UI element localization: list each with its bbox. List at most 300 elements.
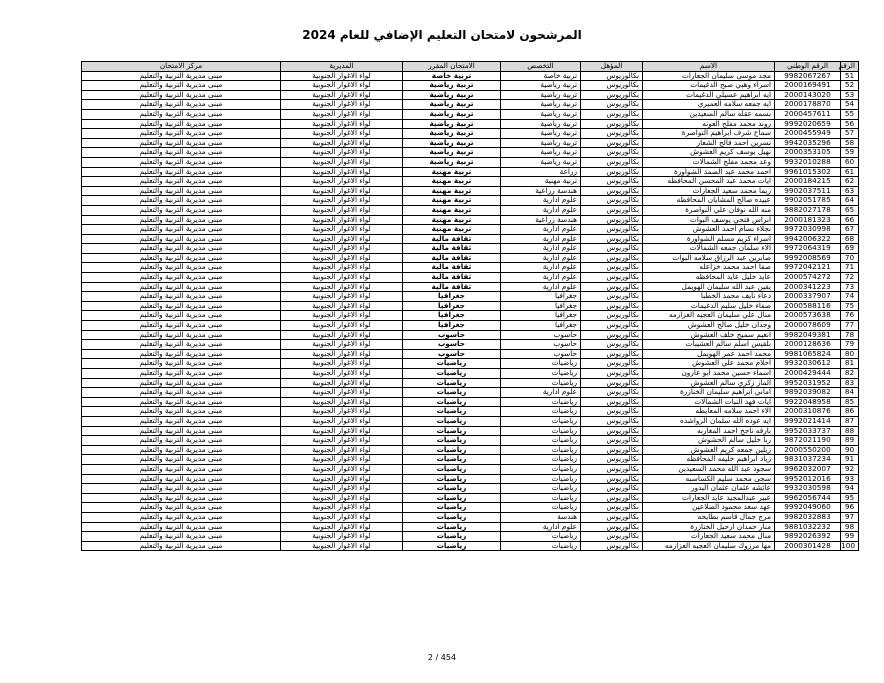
specialization-cell: جغرافيا (501, 301, 581, 311)
specialization-cell: جغرافيا (501, 292, 581, 302)
directorate-cell: لواء الاغوار الجنوبية (281, 119, 403, 129)
exam-center-cell: مبنى مديرية التربية والتعليم (82, 359, 281, 369)
national-id-cell: 9992020659 (775, 119, 841, 129)
candidate-name-cell: الاء سلمان جمعه الشمالات (643, 244, 775, 254)
national-id-cell: 2000353105 (775, 148, 841, 158)
qualification-cell: بكالوريوس (581, 388, 643, 398)
national-id-cell: 9932030598 (775, 484, 841, 494)
exam-center-cell: مبنى مديرية التربية والتعليم (82, 253, 281, 263)
directorate-cell: لواء الاغوار الجنوبية (281, 253, 403, 263)
exam-cell: رياضيات (403, 369, 501, 379)
specialization-cell: رياضيات (501, 436, 581, 446)
candidate-name-cell: اماني ابراهيم سليمان الخنازرة (643, 388, 775, 398)
directorate-cell: لواء الاغوار الجنوبية (281, 71, 403, 81)
exam-cell: تربية رياضية (403, 138, 501, 148)
exam-cell: تربية رياضية (403, 157, 501, 167)
candidate-name-cell: روند محمد مفلح العونه (643, 119, 775, 129)
specialization-cell: رياضيات (501, 464, 581, 474)
page-title: المرشحون لامتحان التعليم الإضافي للعام 2024 (302, 28, 582, 42)
specialization-cell: علوم ادارية (501, 225, 581, 235)
directorate-cell: لواء الاغوار الجنوبية (281, 541, 403, 551)
exam-center-cell: مبنى مديرية التربية والتعليم (82, 273, 281, 283)
row-number-cell: 70 (841, 253, 859, 263)
row-number-cell: 83 (841, 378, 859, 388)
table-row (82, 196, 859, 206)
exam-center-cell: مبنى مديرية التربية والتعليم (82, 196, 281, 206)
row-number-cell: 92 (841, 464, 859, 474)
table-row (82, 205, 859, 215)
row-number-cell: 87 (841, 416, 859, 426)
directorate-cell: لواء الاغوار الجنوبية (281, 388, 403, 398)
table-row (82, 157, 859, 167)
exam-cell: رياضيات (403, 484, 501, 494)
national-id-cell: 9882027178 (775, 205, 841, 215)
table-row (82, 340, 859, 350)
national-id-cell: 2000573638 (775, 311, 841, 321)
row-number-cell: 66 (841, 215, 859, 225)
national-id-cell: 9902051785 (775, 196, 841, 206)
table-row (82, 273, 859, 283)
specialization-cell: تربية رياضية (501, 148, 581, 158)
national-id-cell: 2000184215 (775, 177, 841, 187)
row-number-cell: 91 (841, 455, 859, 465)
directorate-cell: لواء الاغوار الجنوبية (281, 138, 403, 148)
row-number-cell: 86 (841, 407, 859, 417)
row-number-cell: 59 (841, 148, 859, 158)
national-id-cell: 9932030612 (775, 359, 841, 369)
header-name: الاسم (643, 62, 775, 72)
exam-cell: تربية رياضية (403, 148, 501, 158)
candidate-name-cell: ايه ابراهيم عسيلي الدغيمات (643, 90, 775, 100)
row-number-cell: 80 (841, 349, 859, 359)
exam-center-cell: مبنى مديرية التربية والتعليم (82, 369, 281, 379)
exam-center-cell: مبنى مديرية التربية والتعليم (82, 321, 281, 331)
exam-cell: تربية مهنية (403, 167, 501, 177)
qualification-cell: بكالوريوس (581, 177, 643, 187)
specialization-cell: هندسة (501, 512, 581, 522)
specialization-cell: علوم ادارية (501, 282, 581, 292)
table-row (82, 292, 859, 302)
exam-center-cell: مبنى مديرية التربية والتعليم (82, 484, 281, 494)
directorate-cell: لواء الاغوار الجنوبية (281, 426, 403, 436)
row-number-cell: 60 (841, 157, 859, 167)
exam-cell: تربية مهنية (403, 186, 501, 196)
exam-cell: رياضيات (403, 397, 501, 407)
exam-center-cell: مبنى مديرية التربية والتعليم (82, 244, 281, 254)
candidate-name-cell: ريما محمد سعيد الجعارات (643, 186, 775, 196)
national-id-cell: 9892039082 (775, 388, 841, 398)
row-number-cell: 55 (841, 109, 859, 119)
exam-cell: رياضيات (403, 455, 501, 465)
row-number-cell: 62 (841, 177, 859, 187)
directorate-cell: لواء الاغوار الجنوبية (281, 340, 403, 350)
candidate-name-cell: يقين عبد الله سليمان الهويمل (643, 282, 775, 292)
qualification-cell: بكالوريوس (581, 119, 643, 129)
exam-cell: تربية رياضية (403, 129, 501, 139)
national-id-cell: 2000143020 (775, 90, 841, 100)
exam-center-cell: مبنى مديرية التربية والتعليم (82, 503, 281, 513)
specialization-cell: تربية رياضية (501, 109, 581, 119)
specialization-cell: علوم ادارية (501, 205, 581, 215)
row-number-cell: 73 (841, 282, 859, 292)
table-row (82, 244, 859, 254)
exam-center-cell: مبنى مديرية التربية والتعليم (82, 186, 281, 196)
row-number-cell: 94 (841, 484, 859, 494)
candidate-name-cell: عبيده صالح المشايان المحافظه (643, 196, 775, 206)
header-national-id: الرقم الوطني (775, 62, 841, 72)
row-number-cell: 53 (841, 90, 859, 100)
national-id-cell: 9932010288 (775, 157, 841, 167)
row-number-cell: 97 (841, 512, 859, 522)
exam-cell: ثقافة مالية (403, 244, 501, 254)
table-row (82, 512, 859, 522)
directorate-cell: لواء الاغوار الجنوبية (281, 225, 403, 235)
specialization-cell: حاسوب (501, 349, 581, 359)
candidate-name-cell: مرج جمال قاسم بطايحه (643, 512, 775, 522)
national-id-cell: 9961015302 (775, 167, 841, 177)
qualification-cell: بكالوريوس (581, 71, 643, 81)
exam-cell: رياضيات (403, 445, 501, 455)
specialization-cell: حاسوب (501, 340, 581, 350)
row-number-cell: 64 (841, 196, 859, 206)
national-id-cell: 2000128636 (775, 340, 841, 350)
candidate-name-cell: منار حمدان ارحيل الخنازرة (643, 522, 775, 532)
qualification-cell: بكالوريوس (581, 464, 643, 474)
candidate-name-cell: مها مرزوك سليمان العجيه العزازمه (643, 541, 775, 551)
candidate-name-cell: ابراس فتحي يوسف البوات (643, 215, 775, 225)
exam-cell: تربية رياضية (403, 81, 501, 91)
specialization-cell: تربية رياضية (501, 157, 581, 167)
exam-center-cell: مبنى مديرية التربية والتعليم (82, 119, 281, 129)
candidate-name-cell: انغيم سميح خلف العشوش (643, 330, 775, 340)
qualification-cell: بكالوريوس (581, 416, 643, 426)
exam-center-cell: مبنى مديرية التربية والتعليم (82, 445, 281, 455)
exam-cell: تربية مهنية (403, 225, 501, 235)
exam-cell: تربية رياضية (403, 119, 501, 129)
table-row (82, 81, 859, 91)
table-row (82, 369, 859, 379)
row-number-cell: 85 (841, 397, 859, 407)
exam-center-cell: مبنى مديرية التربية والتعليم (82, 292, 281, 302)
exam-cell: رياضيات (403, 493, 501, 503)
national-id-cell: 9982032883 (775, 512, 841, 522)
national-id-cell: 2000078609 (775, 321, 841, 331)
directorate-cell: لواء الاغوار الجنوبية (281, 301, 403, 311)
candidate-name-cell: سجود عبد الله محمد السعيدين (643, 464, 775, 474)
national-id-cell: 2000341223 (775, 282, 841, 292)
candidate-name-cell: اسراء وهبي صبح الدغيمات (643, 81, 775, 91)
specialization-cell: علوم ادارية (501, 522, 581, 532)
exam-cell: تربية رياضية (403, 109, 501, 119)
qualification-cell: بكالوريوس (581, 148, 643, 158)
qualification-cell: بكالوريوس (581, 100, 643, 110)
candidate-name-cell: عائشه عثمان عثمان البدور (643, 484, 775, 494)
national-id-cell: 2000178870 (775, 100, 841, 110)
exam-center-cell: مبنى مديرية التربية والتعليم (82, 71, 281, 81)
candidate-name-cell: محمد احمد عمر الهويمل (643, 349, 775, 359)
directorate-cell: لواء الاغوار الجنوبية (281, 129, 403, 139)
specialization-cell: رياضيات (501, 416, 581, 426)
qualification-cell: بكالوريوس (581, 397, 643, 407)
national-id-cell: 2000574272 (775, 273, 841, 283)
qualification-cell: بكالوريوس (581, 445, 643, 455)
row-number-cell: 58 (841, 138, 859, 148)
exam-cell: رياضيات (403, 503, 501, 513)
specialization-cell: تربية رياضية (501, 81, 581, 91)
directorate-cell: لواء الاغوار الجنوبية (281, 532, 403, 542)
exam-cell: تربية مهنية (403, 177, 501, 187)
table-row (82, 484, 859, 494)
row-number-cell: 84 (841, 388, 859, 398)
qualification-cell: بكالوريوس (581, 263, 643, 273)
national-id-cell: 2000181323 (775, 215, 841, 225)
qualification-cell: بكالوريوس (581, 359, 643, 369)
specialization-cell: حاسوب (501, 330, 581, 340)
qualification-cell: بكالوريوس (581, 167, 643, 177)
row-number-cell: 99 (841, 532, 859, 542)
candidate-name-cell: اسراء كريم مسلم الشواورة (643, 234, 775, 244)
national-id-cell: 9952031952 (775, 378, 841, 388)
directorate-cell: لواء الاغوار الجنوبية (281, 369, 403, 379)
directorate-cell: لواء الاغوار الجنوبية (281, 215, 403, 225)
exam-cell: رياضيات (403, 541, 501, 551)
exam-center-cell: مبنى مديرية التربية والتعليم (82, 512, 281, 522)
row-number-cell: 68 (841, 234, 859, 244)
table-row (82, 388, 859, 398)
exam-cell: جغرافيا (403, 311, 501, 321)
directorate-cell: لواء الاغوار الجنوبية (281, 512, 403, 522)
row-number-cell: 75 (841, 301, 859, 311)
exam-cell: رياضيات (403, 378, 501, 388)
qualification-cell: بكالوريوس (581, 512, 643, 522)
national-id-cell: 9992008569 (775, 253, 841, 263)
exam-center-cell: مبنى مديرية التربية والتعليم (82, 522, 281, 532)
header-specialization: التخصص (501, 62, 581, 72)
national-id-cell: 9982067267 (775, 71, 841, 81)
table-row (82, 321, 859, 331)
exam-center-cell: مبنى مديرية التربية والتعليم (82, 407, 281, 417)
row-number-cell: 81 (841, 359, 859, 369)
directorate-cell: لواء الاغوار الجنوبية (281, 148, 403, 158)
candidates-table (81, 61, 859, 551)
directorate-cell: لواء الاغوار الجنوبية (281, 292, 403, 302)
specialization-cell: رياضيات (501, 493, 581, 503)
exam-center-cell: مبنى مديرية التربية والتعليم (82, 167, 281, 177)
directorate-cell: لواء الاغوار الجنوبية (281, 244, 403, 254)
specialization-cell: زراعة (501, 167, 581, 177)
national-id-cell: 9952012016 (775, 474, 841, 484)
candidate-name-cell: صفاء خليل سليم الدغيمات (643, 301, 775, 311)
exam-center-cell: مبنى مديرية التربية والتعليم (82, 340, 281, 350)
exam-center-cell: مبنى مديرية التربية والتعليم (82, 349, 281, 359)
qualification-cell: بكالوريوس (581, 253, 643, 263)
national-id-cell: 9981065824 (775, 349, 841, 359)
national-id-cell: 9892026392 (775, 532, 841, 542)
specialization-cell: رياضيات (501, 455, 581, 465)
directorate-cell: لواء الاغوار الجنوبية (281, 484, 403, 494)
directorate-cell: لواء الاغوار الجنوبية (281, 464, 403, 474)
exam-center-cell: مبنى مديرية التربية والتعليم (82, 234, 281, 244)
exam-center-cell: مبنى مديرية التربية والتعليم (82, 474, 281, 484)
national-id-cell: 2000455949 (775, 129, 841, 139)
specialization-cell: رياضيات (501, 359, 581, 369)
exam-cell: ثقافة مالية (403, 234, 501, 244)
specialization-cell: رياضيات (501, 407, 581, 417)
candidate-name-cell: منال محمد سعيد الجعارات (643, 532, 775, 542)
national-id-cell: 9831037234 (775, 455, 841, 465)
specialization-cell: تربية رياضية (501, 90, 581, 100)
candidate-name-cell: نسرين احمد فالح الشعار (643, 138, 775, 148)
exam-cell: ثقافة مالية (403, 282, 501, 292)
exam-cell: جغرافيا (403, 301, 501, 311)
qualification-cell: بكالوريوس (581, 532, 643, 542)
directorate-cell: لواء الاغوار الجنوبية (281, 522, 403, 532)
exam-center-cell: مبنى مديرية التربية والتعليم (82, 532, 281, 542)
qualification-cell: بكالوريوس (581, 522, 643, 532)
candidate-name-cell: اسماء حسين محمد ابو عارون (643, 369, 775, 379)
exam-center-cell: مبنى مديرية التربية والتعليم (82, 263, 281, 273)
exam-cell: تربية مهنية (403, 205, 501, 215)
exam-center-cell: مبنى مديرية التربية والتعليم (82, 138, 281, 148)
specialization-cell: رياضيات (501, 369, 581, 379)
national-id-cell: 9922048958 (775, 397, 841, 407)
national-id-cell: 2000429444 (775, 369, 841, 379)
candidate-name-cell: عبير عبدالمجيد عايد الجعارات (643, 493, 775, 503)
exam-center-cell: مبنى مديرية التربية والتعليم (82, 493, 281, 503)
directorate-cell: لواء الاغوار الجنوبية (281, 167, 403, 177)
row-number-cell: 72 (841, 273, 859, 283)
exam-cell: رياضيات (403, 464, 501, 474)
exam-cell: ثقافة مالية (403, 263, 501, 273)
row-number-cell: 95 (841, 493, 859, 503)
candidate-name-cell: سماح شرف ابراهيم النواصرة (643, 129, 775, 139)
exam-cell: جغرافيا (403, 292, 501, 302)
directorate-cell: لواء الاغوار الجنوبية (281, 311, 403, 321)
row-number-cell: 74 (841, 292, 859, 302)
specialization-cell: رياضيات (501, 474, 581, 484)
directorate-cell: لواء الاغوار الجنوبية (281, 378, 403, 388)
national-id-cell: 2000550200 (775, 445, 841, 455)
qualification-cell: بكالوريوس (581, 378, 643, 388)
qualification-cell: بكالوريوس (581, 330, 643, 340)
candidate-name-cell: زيلين جمعه كريم العشوش (643, 445, 775, 455)
qualification-cell: بكالوريوس (581, 436, 643, 446)
specialization-cell: رياضيات (501, 397, 581, 407)
specialization-cell: رياضيات (501, 541, 581, 551)
row-number-cell: 98 (841, 522, 859, 532)
national-id-cell: 9952033737 (775, 426, 841, 436)
header-number: الرقم (841, 62, 859, 72)
row-number-cell: 51 (841, 71, 859, 81)
exam-center-cell: مبنى مديرية التربية والتعليم (82, 416, 281, 426)
exam-cell: رياضيات (403, 407, 501, 417)
directorate-cell: لواء الاغوار الجنوبية (281, 196, 403, 206)
row-number-cell: 89 (841, 436, 859, 446)
table-row (82, 109, 859, 119)
exam-center-cell: مبنى مديرية التربية والتعليم (82, 215, 281, 225)
table-row (82, 464, 859, 474)
exam-center-cell: مبنى مديرية التربية والتعليم (82, 541, 281, 551)
specialization-cell: جغرافيا (501, 311, 581, 321)
specialization-cell: علوم ادارية (501, 388, 581, 398)
row-number-cell: 88 (841, 426, 859, 436)
specialization-cell: تربية رياضية (501, 129, 581, 139)
table-row (82, 225, 859, 235)
exam-cell: تربية خاصة (403, 71, 501, 81)
exam-center-cell: مبنى مديرية التربية والتعليم (82, 109, 281, 119)
candidate-name-cell: صفا احمد محمد خزاعله (643, 263, 775, 273)
exam-center-cell: مبنى مديرية التربية والتعليم (82, 330, 281, 340)
directorate-cell: لواء الاغوار الجنوبية (281, 273, 403, 283)
specialization-cell: رياضيات (501, 378, 581, 388)
directorate-cell: لواء الاغوار الجنوبية (281, 330, 403, 340)
directorate-cell: لواء الاغوار الجنوبية (281, 416, 403, 426)
directorate-cell: لواء الاغوار الجنوبية (281, 100, 403, 110)
row-number-cell: 56 (841, 119, 859, 129)
qualification-cell: بكالوريوس (581, 340, 643, 350)
exam-center-cell: مبنى مديرية التربية والتعليم (82, 426, 281, 436)
directorate-cell: لواء الاغوار الجنوبية (281, 205, 403, 215)
table-row (82, 541, 859, 551)
specialization-cell: رياضيات (501, 532, 581, 542)
directorate-cell: لواء الاغوار الجنوبية (281, 407, 403, 417)
exam-center-cell: مبنى مديرية التربية والتعليم (82, 148, 281, 158)
candidate-name-cell: سجى محمد سليم الكساسبه (643, 474, 775, 484)
row-number-cell: 78 (841, 330, 859, 340)
national-id-cell: 9902037511 (775, 186, 841, 196)
qualification-cell: بكالوريوس (581, 244, 643, 254)
row-number-cell: 82 (841, 369, 859, 379)
directorate-cell: لواء الاغوار الجنوبية (281, 321, 403, 331)
exam-center-cell: مبنى مديرية التربية والتعليم (82, 100, 281, 110)
national-id-cell: 9992021414 (775, 416, 841, 426)
exam-cell: تربية مهنية (403, 215, 501, 225)
specialization-cell: علوم ادارية (501, 263, 581, 273)
exam-center-cell: مبنى مديرية التربية والتعليم (82, 177, 281, 187)
specialization-cell: علوم ادارية (501, 234, 581, 244)
national-id-cell: 9881032232 (775, 522, 841, 532)
candidate-name-cell: عهد سعد محمود الضلاعين (643, 503, 775, 513)
directorate-cell: لواء الاغوار الجنوبية (281, 157, 403, 167)
national-id-cell: 9942006322 (775, 234, 841, 244)
qualification-cell: بكالوريوس (581, 292, 643, 302)
exam-cell: رياضيات (403, 359, 501, 369)
header-exam: الامتحان المقرر (403, 62, 501, 72)
specialization-cell: تربية رياضية (501, 138, 581, 148)
row-number-cell: 65 (841, 205, 859, 215)
table-row (82, 416, 859, 426)
national-id-cell: 9982049381 (775, 330, 841, 340)
directorate-cell: لواء الاغوار الجنوبية (281, 493, 403, 503)
candidate-name-cell: الماز زكري سالم العشوش (643, 378, 775, 388)
row-number-cell: 79 (841, 340, 859, 350)
specialization-cell: علوم ادارية (501, 196, 581, 206)
row-number-cell: 76 (841, 311, 859, 321)
national-id-cell: 2000310876 (775, 407, 841, 417)
candidate-name-cell: ايات فهد النبات الشمالات (643, 397, 775, 407)
specialization-cell: هندسة زراعية (501, 215, 581, 225)
specialization-cell: رياضيات (501, 426, 581, 436)
exam-center-cell: مبنى مديرية التربية والتعليم (82, 464, 281, 474)
exam-cell: حاسوب (403, 349, 501, 359)
qualification-cell: بكالوريوس (581, 186, 643, 196)
exam-cell: رياضيات (403, 426, 501, 436)
qualification-cell: بكالوريوس (581, 369, 643, 379)
candidate-name-cell: بارقه ناجح احمد المغاربه (643, 426, 775, 436)
exam-center-cell: مبنى مديرية التربية والتعليم (82, 455, 281, 465)
qualification-cell: بكالوريوس (581, 503, 643, 513)
row-number-cell: 52 (841, 81, 859, 91)
